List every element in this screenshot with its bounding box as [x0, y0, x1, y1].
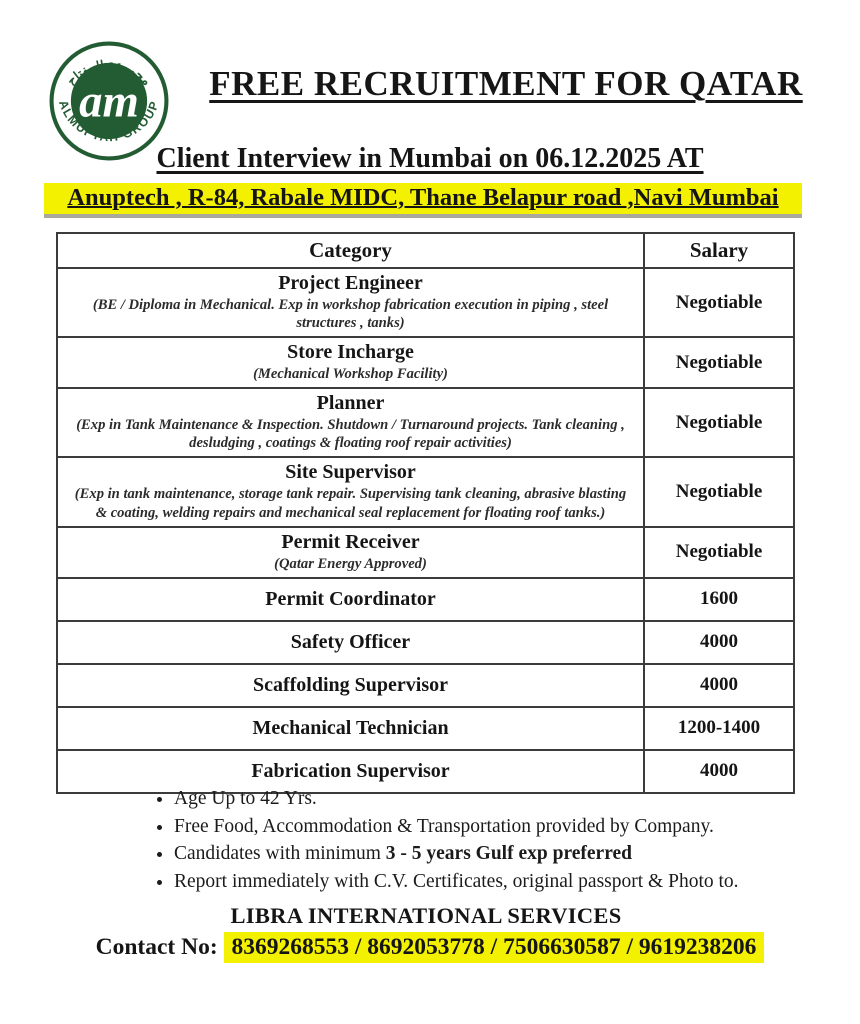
note-text: Candidates with minimum [174, 843, 386, 865]
note-bullet [174, 814, 854, 841]
job-category-cell [57, 707, 644, 750]
jobs-table [56, 232, 795, 794]
job-row [57, 707, 794, 750]
job-salary-cell: Negotiable [644, 457, 794, 526]
notes-bullet-list [150, 786, 854, 896]
agency-name: LIBRA INTERNATIONAL SERVICES [230, 903, 622, 928]
job-salary-cell: 1200-1400 [644, 707, 794, 750]
note-text: Age Up to 42 Yrs. [174, 788, 317, 809]
logo-group-name-text: ALMUFTAH GROUP [56, 98, 162, 145]
job-salary-cell: Negotiable [644, 268, 794, 337]
job-row [57, 527, 794, 578]
job-title: Planner [316, 392, 385, 415]
job-category-cell [57, 337, 644, 388]
job-title: Scaffolding Supervisor [252, 673, 449, 696]
job-salary-cell: 4000 [644, 664, 794, 707]
job-category-cell [57, 457, 644, 526]
note-bullet [174, 869, 854, 896]
job-row [57, 578, 794, 621]
contact-numbers: 8369268553 / 8692053778 / 7506630587 / 9619238206 [224, 932, 765, 963]
contact-label: Contact No: [95, 934, 218, 960]
note-text: Free Food, Accommodation & Transportation provided by Company. [174, 815, 714, 837]
job-title: Safety Officer [290, 630, 411, 653]
category-column-header: Category [57, 233, 644, 268]
contact-line [0, 934, 860, 961]
job-title: Store Incharge [287, 341, 414, 364]
table-header-row [57, 233, 794, 268]
job-row [57, 268, 794, 337]
job-detail: (BE / Diploma in Mechanical. Exp in workshop fabrication execution in piping , steel structures , tanks) [92, 297, 609, 332]
job-title: Fabrication Supervisor [251, 759, 450, 782]
job-category-cell [57, 527, 644, 578]
job-detail: (Mechanical Workshop Facility) [253, 366, 448, 383]
job-row [57, 621, 794, 664]
job-category-cell [57, 388, 644, 457]
note-text-bold: 3 - 5 years Gulf exp preferred [385, 843, 633, 865]
job-category-cell [57, 268, 644, 337]
job-salary-cell: 1600 [644, 578, 794, 621]
note-text: Report immediately with C.V. Certificates, original passport & Photo to. [174, 870, 739, 892]
logo-monogram: am [79, 75, 139, 128]
note-bullet [174, 841, 854, 868]
interview-subtitle: Client Interview in Mumbai on 06.12.2025 AT [156, 143, 704, 174]
logo-arabic-text: مجموعة المفتاح [64, 58, 154, 89]
note-bullet [174, 786, 854, 813]
job-row [57, 664, 794, 707]
page-title: FREE RECRUITMENT FOR QATAR [209, 64, 803, 103]
job-title: Project Engineer [278, 272, 423, 294]
job-row [57, 457, 794, 526]
job-row [57, 388, 794, 457]
job-row [57, 337, 794, 388]
job-title: Permit Coordinator [265, 587, 436, 610]
job-salary-cell: Negotiable [644, 337, 794, 388]
job-detail: (Exp in tank maintenance, storage tank repair. Supervising tank cleaning, abrasive blasting & coating, welding repairs and mechanical seal replacement for floating roof tanks.) [74, 486, 627, 521]
job-salary-cell: 4000 [644, 621, 794, 664]
salary-column-header: Salary [644, 233, 794, 268]
job-detail: (Exp in Tank Maintenance & Inspection. Shutdown / Turnaround projects. Tank cleaning , desludging , coatings & floating roof repair activities) [76, 417, 625, 452]
job-title: Permit Receiver [281, 530, 420, 553]
job-salary-cell: 4000 [644, 750, 794, 793]
job-title: Mechanical Technician [252, 716, 449, 739]
job-salary-cell: Negotiable [644, 388, 794, 457]
job-category-cell [57, 621, 644, 664]
interview-address-banner: Anuptech , R-84, Rabale MIDC, Thane Belapur road ,Navi Mumbai [44, 183, 802, 218]
job-detail: (Qatar Energy Approved) [274, 555, 427, 572]
job-title: Site Supervisor [285, 461, 416, 484]
job-category-cell [57, 664, 644, 707]
job-category-cell [57, 578, 644, 621]
job-salary-cell: Negotiable [644, 527, 794, 578]
